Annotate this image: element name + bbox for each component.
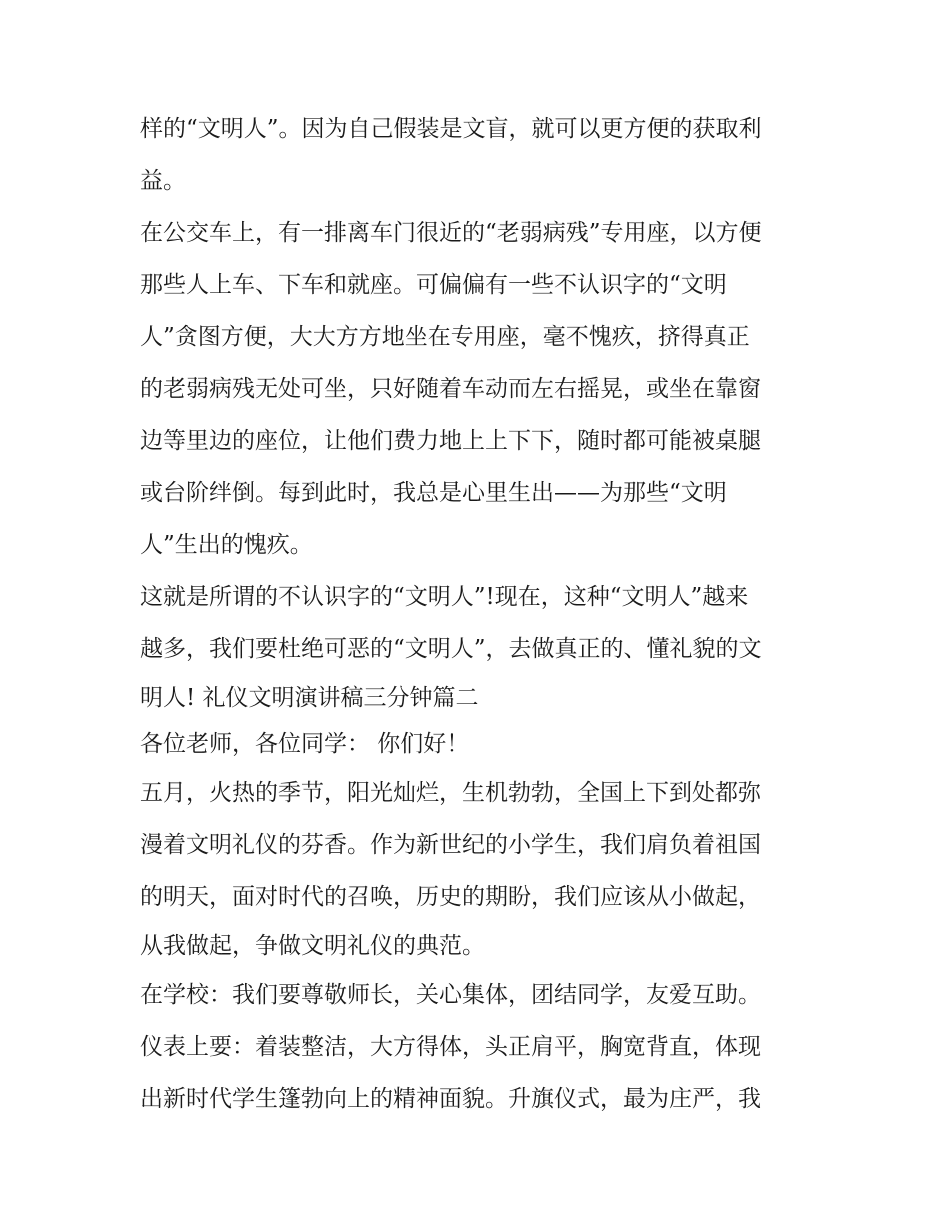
text-line: 出新时代学生篷勃向上的精神面貌。升旗仪式，最为庄严，我 (140, 1086, 761, 1112)
text-line: 在公交车上，有一排离车门很近的“老弱病残”专用座，以方便 (140, 220, 762, 246)
text-line: 人”贪图方便，大大方方地坐在专用座，毫不愧疚，挤得真正 (140, 324, 750, 350)
text-line: 这就是所谓的不认识字的“文明人”!现在，这种“文明人”越来 (140, 584, 749, 610)
text-line: 仪表上要：着装整洁，大方得体，头正肩平，胸宽背直，体现 (140, 1034, 761, 1060)
body-text (140, 103, 820, 1125)
text-line: 样的“文明人”。因为自己假装是文盲，就可以更方便的获取利 (140, 116, 762, 142)
text-line: 漫着文明礼仪的芬香。作为新世纪的小学生，我们肩负着祖国 (140, 832, 761, 858)
text-line: 那些人上车、下车和就座。可偏偏有一些不认识字的“文明 (140, 272, 727, 298)
text-line: 边等里边的座位，让他们费力地上上下下，随时都可能被桌腿 (140, 428, 761, 454)
text-line: 人”生出的愧疚。 (140, 532, 313, 558)
section-title-line: 明人! 礼仪文明演讲稿三分钟篇二 (140, 685, 479, 711)
text-line: 从我做起，争做文明礼仪的典范。 (140, 933, 485, 959)
greeting-line: 各位老师，各位同学： 你们好！ (140, 731, 470, 757)
text-line: 的明天，面对时代的召唤，历史的期盼，我们应该从小做起， (140, 884, 761, 910)
text-line: 或台阶绊倒。每到此时，我总是心里生出——为那些“文明 (140, 480, 727, 506)
text-line: 在学校：我们要尊敬师长，关心集体，团结同学，友爱互助。 (140, 982, 761, 1008)
text-line: 越多，我们要杜绝可恶的“文明人”，去做真正的、懂礼貌的文 (140, 636, 762, 662)
text-line: 五月，火热的季节，阳光灿烂，生机勃勃，全国上下到处都弥 (140, 780, 761, 806)
text-line: 益。 (140, 168, 186, 194)
text-line: 的老弱病残无处可坐，只好随着车动而左右摇晃，或坐在靠窗 (140, 376, 761, 402)
